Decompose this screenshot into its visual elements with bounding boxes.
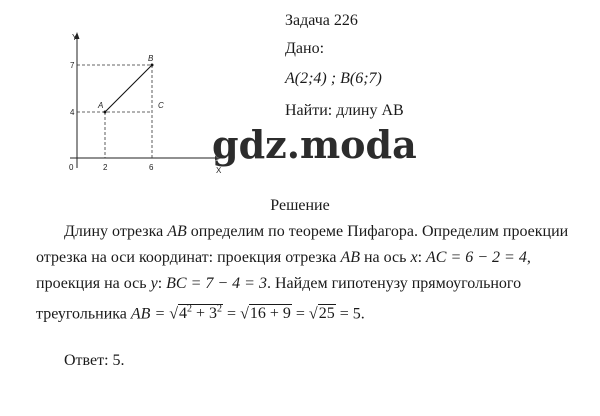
text-run: , проекция на ось [36, 249, 531, 292]
text-run: . Найдем гипотенузу прямоугольного треугольника [36, 275, 522, 323]
task-title: Задача 226 [285, 12, 358, 29]
base-3: + 3 [192, 305, 218, 323]
axis-y-ref: y [150, 275, 158, 292]
point-a-dot [104, 111, 107, 114]
text-run: = [223, 305, 241, 323]
text-run: определим по теореме Пифагора. Определим проекции отрезка на оси координат: проекция отрезка [36, 223, 569, 266]
given-label: Дано: [285, 40, 325, 57]
watermark-text: gdz.moda [212, 122, 417, 167]
text-run: на ось [359, 249, 411, 266]
projection-ac: AC = 6 − 2 = 4 [426, 249, 527, 266]
point-b-label: B [148, 54, 154, 63]
y-tick-7: 7 [70, 61, 75, 70]
sqrt-sign-icon: √ [169, 305, 179, 323]
text-run: = 5. [335, 305, 365, 323]
y-axis-label: Y [72, 33, 78, 42]
base-4: 4 [179, 305, 188, 323]
text-run: : [157, 275, 167, 292]
given-points: A(2;4) ; B(6;7) [285, 70, 382, 87]
text-run: : [417, 249, 427, 266]
sqrt-sign-icon: √ [240, 305, 249, 323]
sqrt-sign-icon: √ [308, 305, 318, 323]
axis-x-ref: x [410, 249, 418, 266]
text-run: Длину отрезка [64, 223, 168, 240]
answer-text: Ответ: 5. [64, 352, 125, 369]
radicand-squares [178, 304, 223, 322]
solution-heading: Решение [270, 197, 330, 214]
y-tick-4: 4 [70, 108, 75, 117]
solution-paragraph [36, 219, 592, 327]
point-a-label: A [98, 101, 104, 110]
projection-bc: BC = 7 − 4 = 3 [166, 275, 267, 292]
exponent: 2 [217, 304, 223, 315]
point-c-label: C [158, 101, 164, 110]
x-tick-6: 6 [149, 163, 154, 172]
find-text: Найти: длину AB [285, 102, 404, 119]
segment-ab [105, 65, 152, 112]
point-b-dot [151, 64, 154, 67]
x-tick-2: 2 [103, 163, 108, 172]
radicand-25: 25 [318, 305, 335, 323]
segment-ab-ref: AB [167, 223, 187, 240]
radicand-sum: 16 + 9 [249, 305, 291, 323]
text-run: = [291, 305, 309, 323]
origin-label: 0 [69, 163, 74, 172]
x-axis-label: X [216, 166, 222, 175]
formula-ab: AB = [130, 305, 170, 323]
exponent: 2 [187, 304, 193, 315]
segment-ab-ref: AB [340, 249, 360, 266]
